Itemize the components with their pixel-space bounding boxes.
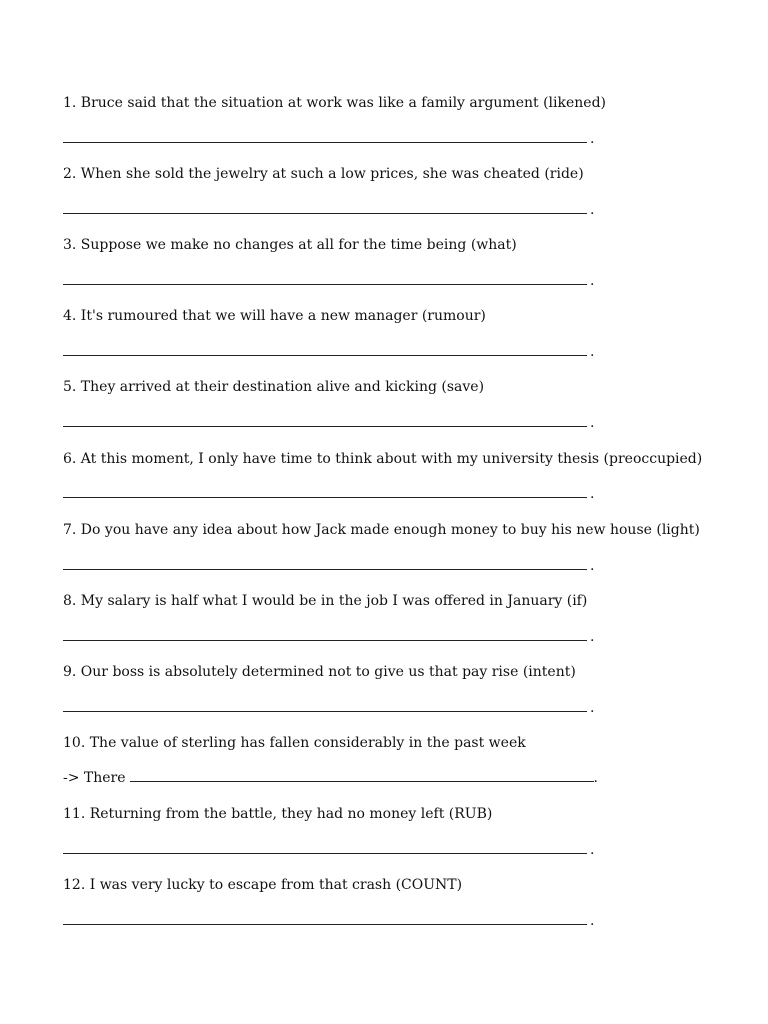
answer-line bbox=[63, 841, 587, 854]
answer-blank-6: . bbox=[63, 485, 594, 503]
question-12: 12. I was very lucky to escape from that crash (COUNT) bbox=[63, 877, 463, 893]
question-10: 10. The value of sterling has fallen considerably in the past week bbox=[63, 735, 526, 751]
answer-line bbox=[63, 130, 587, 143]
question-8: 8. My salary is half what I would be in the job I was offered in January (if) bbox=[63, 593, 588, 609]
question-4: 4. It's rumoured that we will have a new manager (rumour) bbox=[63, 308, 486, 324]
question-7: 7. Do you have any idea about how Jack made enough money to buy his new house (light) bbox=[63, 522, 700, 538]
answer-blank-7: . bbox=[63, 557, 594, 575]
answer-blank-9: . bbox=[63, 699, 594, 717]
question-1: 1. Bruce said that the situation at work was like a family argument (likened) bbox=[63, 95, 606, 111]
answer-line bbox=[63, 272, 587, 285]
answer-line bbox=[130, 769, 594, 782]
answer-blank-11: . bbox=[63, 841, 594, 859]
answer-prefix: -> There bbox=[63, 770, 126, 786]
answer-line bbox=[63, 628, 587, 641]
answer-line bbox=[63, 699, 587, 712]
answer-line bbox=[63, 912, 587, 925]
question-11: 11. Returning from the battle, they had no money left (RUB) bbox=[63, 806, 493, 822]
answer-line bbox=[63, 343, 587, 356]
answer-blank-12: . bbox=[63, 912, 594, 930]
answer-blank-10: -> There . bbox=[63, 770, 598, 786]
answer-blank-8: . bbox=[63, 628, 594, 646]
answer-blank-1: . bbox=[63, 130, 594, 148]
answer-line bbox=[63, 557, 587, 570]
answer-blank-3: . bbox=[63, 272, 594, 290]
answer-blank-2: . bbox=[63, 201, 594, 219]
answer-blank-5: . bbox=[63, 414, 594, 432]
answer-line bbox=[63, 485, 587, 498]
answer-line bbox=[63, 414, 587, 427]
question-3: 3. Suppose we make no changes at all for the time being (what) bbox=[63, 237, 517, 253]
question-6: 6. At this moment, I only have time to think about with my university thesis (preoccupied) bbox=[63, 451, 703, 467]
question-2: 2. When she sold the jewelry at such a low prices, she was cheated (ride) bbox=[63, 166, 584, 182]
question-5: 5. They arrived at their destination alive and kicking (save) bbox=[63, 379, 485, 395]
answer-line bbox=[63, 201, 587, 214]
answer-blank-4: . bbox=[63, 343, 594, 361]
question-9: 9. Our boss is absolutely determined not to give us that pay rise (intent) bbox=[63, 664, 576, 680]
